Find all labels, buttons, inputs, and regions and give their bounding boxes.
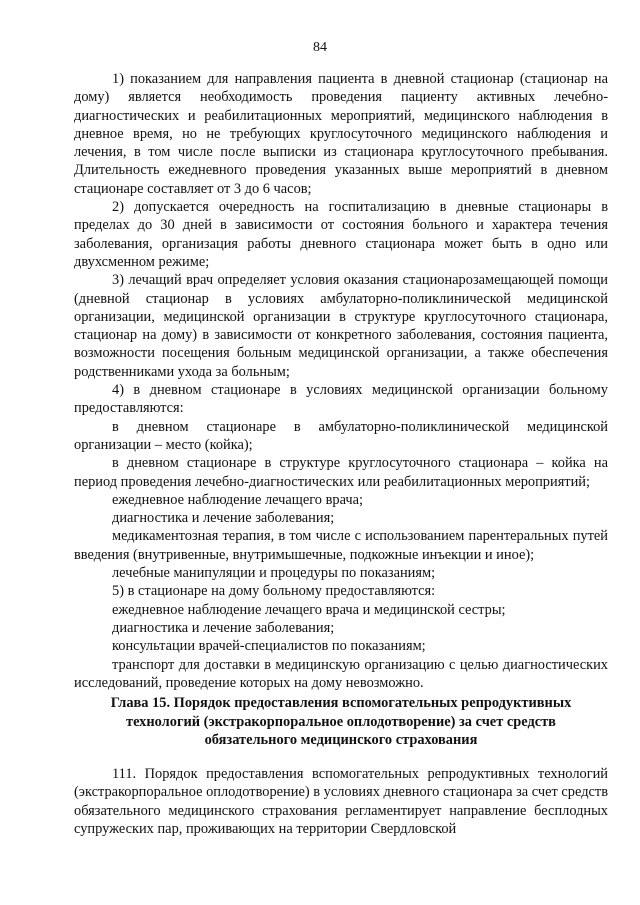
- paragraph-procedures: лечебные манипуляции и процедуры по показаниям;: [112, 565, 436, 582]
- chapter-heading: [74, 694, 608, 750]
- paragraph-item-3: 3) лечащий врач определяет условия оказания стационарозамещающей помощи (дневной стационар в условиях амбулаторно-поликлинической медицинской организации, медицинской организации в структуре круглосуточного стационара, стационар на дому) в зависимости от конкретного заболевания, состояния пациента, возможности посещения больным медицинской организации, а также обеспечения родственниками ухода за больным;: [74, 272, 608, 380]
- paragraph-item-5: 5) в стационаре на дому больному предоставляются:: [112, 583, 436, 600]
- paragraph-day-hospital-place: в дневном стационаре в амбулаторно-поликлинической медицинской организации – место (койка);: [74, 418, 608, 453]
- paragraph-drug-therapy: медикаментозная терапия, в том числе с использованием парентеральных путей введения (внутривенные, внутримышечные, подкожные инъекции и иное);: [74, 528, 608, 563]
- chapter-heading-line: Глава 15. Порядок предоставления вспомогательных репродуктивных: [110, 695, 572, 711]
- paragraph-item-2: 2) допускается очередность на госпитализацию в дневные стационары в пределах до 30 дней в зависимости от состояния больного и характера течения заболевания, организация работы дневного стационара может быть в одно или двухсменном режиме;: [74, 199, 608, 270]
- chapter-heading-line: технологий (экстракорпоральное оплодотворение) за счет средств: [126, 713, 556, 730]
- paragraph-transport: транспорт для доставки в медицинскую организацию с целью диагностических исследований, проведение которых на дому невозможно.: [74, 656, 608, 691]
- section-text: [74, 765, 608, 838]
- paragraph-home-diagnostics: диагностика и лечение заболевания;: [112, 619, 335, 636]
- paragraph-daily-observation: ежедневное наблюдение лечащего врача;: [112, 491, 364, 508]
- chapter-heading-line: обязательного медицинского страхования: [204, 732, 478, 748]
- paragraph-day-hospital-bed: в дневном стационаре в структуре круглосуточного стационара – койка на период проведения лечебно-диагностических или реабилитационных мероприятий;: [74, 455, 608, 490]
- paragraph-item-4: 4) в дневном стационаре в условиях медицинской организации больному предоставляются:: [74, 382, 608, 417]
- paragraph-diagnostics: диагностика и лечение заболевания;: [112, 510, 335, 527]
- paragraph-consultations: консультации врачей-специалистов по показаниям;: [112, 638, 426, 655]
- paragraph-111: 111. Порядок предоставления вспомогательных репродуктивных технологий (экстракорпоральное оплодотворение) в условиях дневного стационара за счет средств обязательного медицинского страхования регламентирует направление бесплодных супружеских пар, проживающих на территории Свердловской: [74, 766, 608, 837]
- body-text: [74, 70, 608, 692]
- page-number: 84: [313, 40, 327, 55]
- paragraph-home-observation: ежедневное наблюдение лечащего врача и медицинской сестры;: [112, 601, 506, 618]
- paragraph-item-1: 1) показанием для направления пациента в дневной стационар (стационар на дому) является необходимость проведения пациенту активных лечебно-диагностических и реабилитационных мероприятий, медицинского наблюдения в дневное время, но не требующих круглосуточного медицинского наблюдения и лечения, в том числе после выписки из стационара круглосуточного пребывания. Длительность ежедневного проведения указанных выше мероприятий в дневном стационаре составляет от 3 до 6 часов;: [74, 71, 608, 197]
